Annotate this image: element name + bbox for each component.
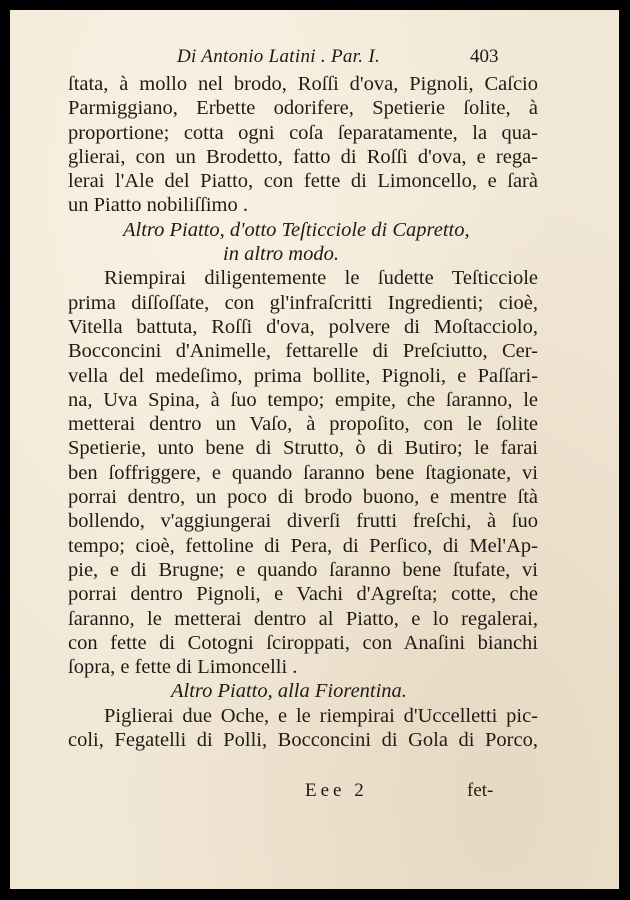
text-line: bollendo, v'aggiungerai diverſi frutti freſchi, à ſuo [68, 510, 538, 533]
text-line: Riempirai diligentemente le ſudette Teſticciole [104, 267, 538, 290]
text-line: Vitella battuta, Roſſi d'ova, polvere di Moſtacciolo, [68, 315, 538, 338]
text-line: Spetierie, unto bene di Strutto, ò di Butiro; le farai [68, 437, 538, 460]
text-line: ſaranno, le metterai dentro al Piatto, e lo regalerai, [68, 607, 538, 630]
body-text [68, 72, 538, 752]
signature-mark: Eee 2 [305, 780, 368, 801]
running-title: Di Antonio Latini . Par. I. [177, 46, 381, 67]
text-line: porrai dentro, un poco di brodo buono, e mentre ſtà [68, 486, 538, 509]
text-line: Parmiggiano, Erbette odorifere, Spetierie ſolite, à [68, 97, 538, 120]
text-line: tempo; cioè, fettoline di Pera, di Perſico, di Mel'Ap- [68, 534, 538, 557]
text-line: lerai l'Ale del Piatto, con fette di Limoncello, e ſarà [68, 170, 538, 193]
text-line: metterai dentro un Vaſo, à propoſito, con le ſolite [68, 413, 538, 436]
text-line: pie, e di Brugne; e quando ſaranno bene ſtufate, vi [68, 558, 538, 581]
catchword: fet- [467, 780, 494, 801]
text-line: un Piatto nobiliſſimo . [68, 194, 248, 217]
text-line: ſtata, à mollo nel brodo, Roſſi d'ova, Pignoli, Caſcio [68, 73, 538, 95]
section-heading: in altro modo. [223, 243, 339, 266]
book-page [10, 10, 619, 889]
text-line: con fette di Cotogni ſciroppati, con Anaſini bianchi [68, 631, 538, 654]
text-line: glierai, con un Brodetto, fatto di Roſſi d'ova, e rega- [68, 145, 538, 168]
text-line: na, Uva Spina, à ſuo tempo; empite, che ſaranno, le [68, 388, 538, 411]
text-line: ſopra, e fette di Limoncelli . [68, 656, 298, 679]
page-number: 403 [470, 46, 499, 67]
page-footer [305, 780, 525, 810]
text-line: ben ſoffriggere, e quando ſaranno bene ſtagionate, vi [68, 461, 538, 484]
text-line: prima diſſoſſate, con gl'infraſcritti Ingredienti; cioè, [68, 291, 538, 314]
text-line: proportione; cotta ogni coſa ſeparatamente, la qua- [68, 121, 538, 144]
text-line: Piglierai due Oche, e le riempirai d'Uccelletti pic- [104, 704, 538, 727]
section-heading: Altro Piatto, d'otto Teſticciole di Capretto, [123, 218, 470, 241]
text-line: Bocconcini d'Animelle, fettarelle di Preſciutto, Cer- [68, 340, 538, 363]
text-line: coli, Fegatelli di Polli, Bocconcini di Gola di Porco, [68, 729, 538, 752]
text-line: vella del medeſimo, prima bollite, Pignoli, e Paſſari- [68, 364, 538, 387]
text-line: porrai dentro Pignoli, e Vachi d'Agreſta; cotte, che [68, 583, 538, 606]
section-heading: Altro Piatto, alla Fiorentina. [171, 680, 407, 703]
